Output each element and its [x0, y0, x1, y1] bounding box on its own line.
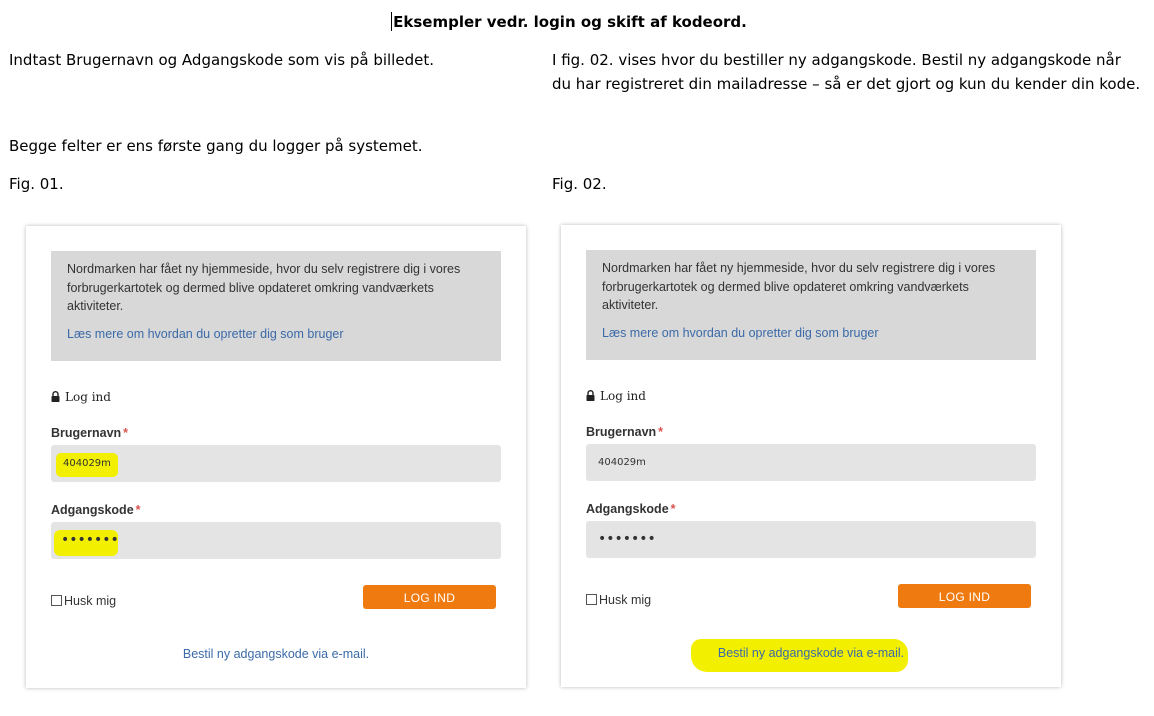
info-text: Nordmarken har fået ny hjemmeside, hvor du selv registrere dig i vores forbrugerkartotek og dermed blive opdateret omkring vandværkets aktiviteter. — [602, 261, 996, 312]
info-box — [586, 250, 1036, 360]
remember-checkbox[interactable] — [51, 595, 62, 606]
remember-me[interactable]: Husk mig — [586, 593, 651, 607]
text-cursor — [391, 12, 392, 31]
password-value: ••••••• — [598, 531, 656, 547]
remember-me[interactable]: Husk mig — [51, 594, 116, 608]
reset-password-link[interactable]: Bestil ny adgangskode via e-mail. — [717, 646, 905, 660]
login-heading: Log ind — [586, 389, 646, 403]
instruction-paragraph-2: Begge felter er ens første gang du logger på systemet. — [9, 137, 423, 155]
username-label: Brugernavn * — [51, 426, 129, 440]
figure-2-caption: Fig. 02. — [552, 175, 607, 193]
reset-password-link[interactable]: Bestil ny adgangskode via e-mail. — [182, 647, 370, 661]
username-value: 404029m — [63, 458, 111, 469]
username-input[interactable] — [51, 445, 501, 482]
info-text: Nordmarken har fået ny hjemmeside, hvor du selv registrere dig i vores forbrugerkartotek og dermed blive opdateret omkring vandværkets aktiviteter. — [67, 262, 461, 313]
instruction-paragraph-3: I fig. 02. vises hvor du bestiller ny adgangskode. Bestil ny adgangskode når du har registreret din mailadresse – så er det gjort og kun du kender din kode. — [552, 51, 1141, 93]
login-button[interactable]: LOG IND — [898, 584, 1031, 608]
register-info-link[interactable]: Læs mere om hvordan du opretter dig som bruger — [67, 326, 344, 341]
info-box — [51, 251, 501, 361]
username-value: 404029m — [598, 457, 646, 468]
instruction-paragraph-1: Indtast Brugernavn og Adgangskode som vis på billedet. — [9, 51, 434, 69]
login-button[interactable]: LOG IND — [363, 585, 496, 609]
login-card-fig1 — [26, 226, 526, 688]
password-label: Adgangskode * — [51, 503, 141, 517]
password-label: Adgangskode * — [586, 502, 676, 516]
figure-1-caption: Fig. 01. — [9, 175, 64, 193]
username-label: Brugernavn * — [586, 425, 664, 439]
password-value: ••••••• — [61, 532, 119, 548]
remember-checkbox[interactable] — [586, 594, 597, 605]
login-heading: Log ind — [51, 390, 111, 404]
lock-icon — [586, 390, 595, 401]
login-card-fig2 — [561, 225, 1061, 687]
lock-icon — [51, 391, 60, 402]
username-input[interactable] — [586, 444, 1036, 481]
register-info-link[interactable]: Læs mere om hvordan du opretter dig som bruger — [602, 325, 879, 340]
password-input[interactable] — [586, 521, 1036, 558]
document-title: Eksempler vedr. login og skift af kodeord. — [393, 13, 747, 31]
